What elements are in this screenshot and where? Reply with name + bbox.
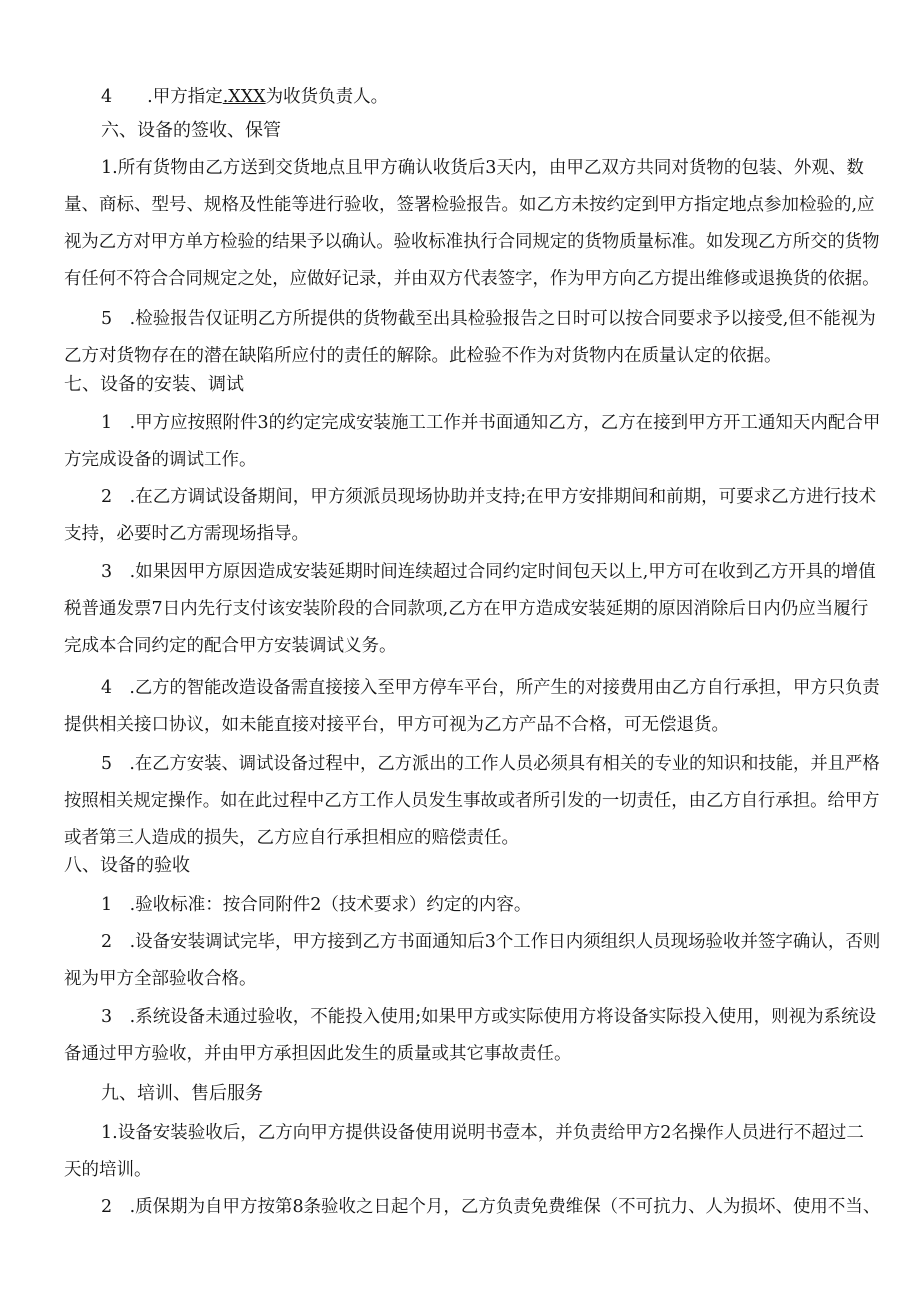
underlined-placeholder: .XXX [222,87,266,107]
doc-line: 5 .在乙方安装、调试设备过程中，乙方派出的工作人员必须具有相关的专业的知识和技能，并且严格 [101,754,880,774]
doc-line: 1.设备安装验收后，乙方向甲方提供设备使用说明书壹本，并负责给甲方2名操作人员进行不超过二 [101,1123,864,1143]
doc-line: 视为乙方对甲方单方检验的结果予以确认。验收标准执行合同规定的货物质量标准。如发现乙方所交的货物 [64,232,880,252]
doc-line: 或者第三人造成的损失，乙方应自行承担相应的赔偿责任。 [64,828,519,848]
doc-line: 4 .甲方指定.XXX为收货负责人。 [101,87,389,107]
section-heading: 八、设备的验收 [64,855,190,876]
doc-line: 5 .检验报告仅证明乙方所提供的货物截至出具检验报告之日时可以按合同要求予以接受,但不能视为 [101,309,876,329]
doc-line: 2 .质保期为自甲方按第8条验收之日起个月，乙方负责免费维保（不可抗力、人为损坏、使用不当、 [101,1197,881,1217]
doc-line: 4 .乙方的智能改造设备需直接接入至甲方停车平台，所产生的对接费用由乙方自行承担，甲方只负责 [101,678,880,698]
doc-line: 2 .设备安装调试完毕，甲方接到乙方书面通知后3个工作日内须组织人员现场验收并签字确认，否则 [101,932,881,952]
doc-line: 1 .验收标准：按合同附件2（技术要求）约定的内容。 [101,895,532,915]
doc-line: 乙方对货物存在的潜在缺陷所应付的责任的解除。此检验不作为对货物内在质量认定的依据。 [64,346,782,366]
doc-line: 按照相关规定操作。如在此过程中乙方工作人员发生事故或者所引发的一切责任，由乙方自行承担。给甲方 [64,791,880,811]
doc-line: 2 .在乙方调试设备期间，甲方须派员现场协助并支持;在甲方安排期间和前期，可要求乙方进行技术 [101,487,877,507]
doc-line: 1 .甲方应按照附件3的约定完成安装施工工作并书面通知乙方，乙方在接到甲方开工通知天内配合甲 [101,413,881,433]
section-heading: 九、培训、售后服务 [101,1083,263,1104]
doc-line: 3 .如果因甲方原因造成安装延期时间连续超过合同约定时间包天以上,甲方可在收到乙方开具的增值 [101,562,876,582]
section-heading: 七、设备的安装、调试 [64,374,244,395]
section-heading: 六、设备的签收、保管 [101,120,281,141]
doc-line: 方完成设备的调试工作。 [64,450,257,470]
doc-line: 支持，必要时乙方需现场指导。 [64,524,309,544]
doc-line: 提供相关接口协议，如未能直接对接平台，甲方可视为乙方产品不合格，可无偿退货。 [64,715,729,735]
doc-line: 1.所有货物由乙方送到交货地点且甲方确认收货后3天内，由甲乙双方共同对货物的包装、外观、数 [101,158,864,178]
doc-line: 量、商标、型号、规格及性能等进行验收，签署检验报告。如乙方未按约定到甲方指定地点参加检验的,应 [64,195,875,215]
doc-line: 备通过甲方验收，并由甲方承担因此发生的质量或其它事故责任。 [64,1044,572,1064]
doc-line: 税普通发票7日内先行支付该安装阶段的合同款项,乙方在甲方造成安装延期的原因消除后日内仍应当履行 [64,599,869,619]
doc-line: 有任何不符合合同规定之处，应做好记录，并由双方代表签字，作为甲方向乙方提出维修或退换货的依据。 [64,269,880,289]
doc-line: 视为甲方全部验收合格。 [64,969,257,989]
doc-line: 3 .系统设备未通过验收，不能投入使用;如果甲方或实际使用方将设备实际投入使用，则视为系统设 [101,1007,877,1027]
doc-line: 完成本合同约定的配合甲方安装调试义务。 [64,636,397,656]
doc-line: 天的培训。 [64,1160,152,1180]
